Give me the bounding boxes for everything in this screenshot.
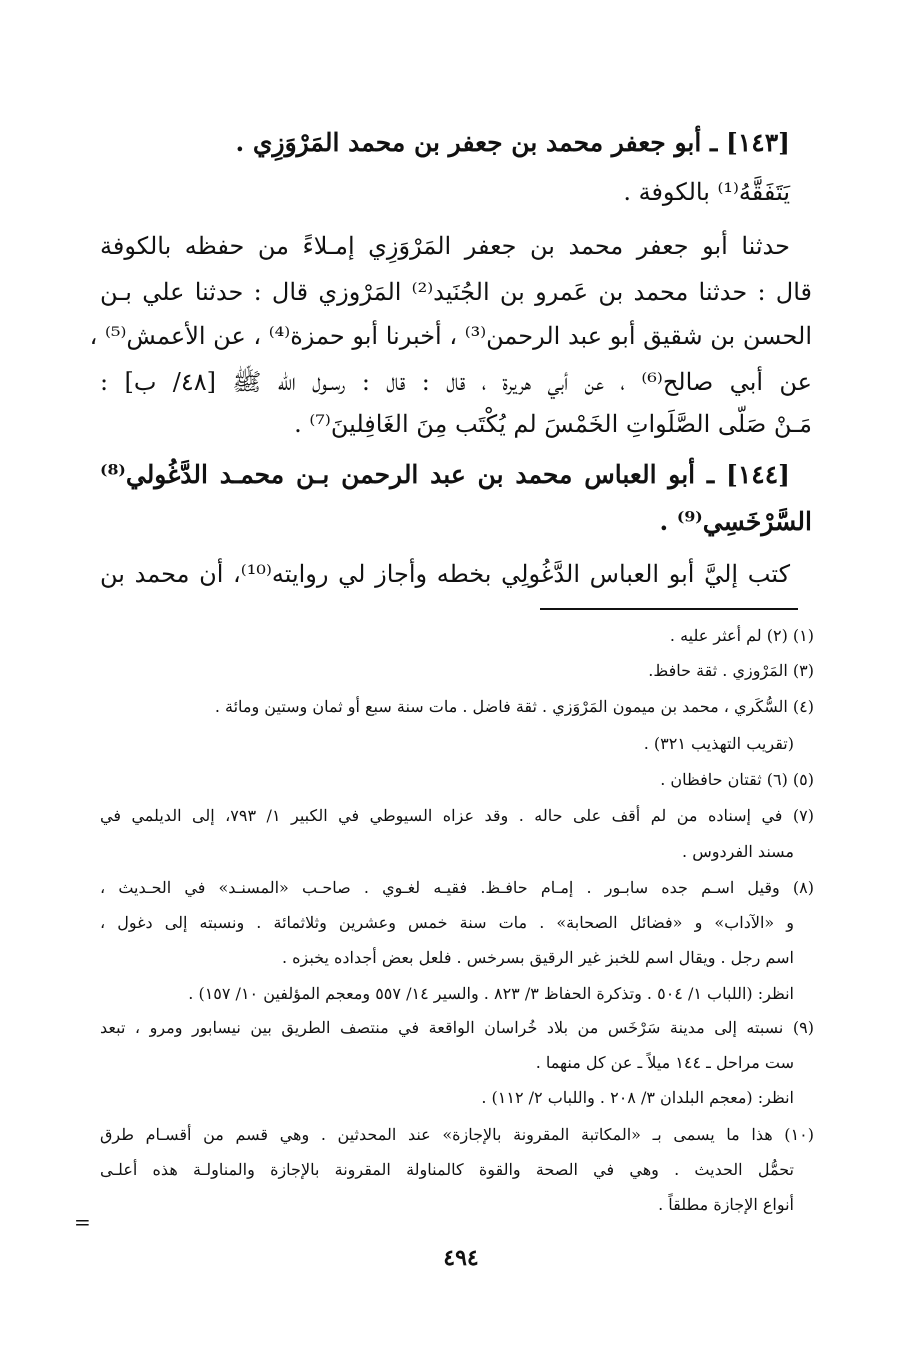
entry-143-text-line: الحسن بن شقيق أبو عبد الرحمن⁽³⁾ ، أخبرنا أبو حمزة⁽⁴⁾ ، عن الأعمش⁽⁵⁾ ،	[89, 322, 812, 350]
page-number: ٤٩٤	[443, 1245, 479, 1271]
footnote-line: أنواع الإجازة مطلقاً .	[658, 1195, 794, 1214]
footnote-line: (٣) المَرْوزي . ثقة حافظ.	[648, 661, 814, 680]
footnote-line: (٧) في إسناده من لم أقف على حاله . وقد عزاه السيوطي في الكبير ١/ ٧٩٣، إلى الديلمي في	[100, 806, 815, 825]
footnote-line: (٥) (٦) ثقتان حافظان .	[660, 770, 814, 789]
entry-143-subtitle: يَتَفَقَّهُ⁽¹⁾ بالكوفة .	[623, 178, 790, 206]
footnote-line: (٩) نسبته إلى مدينة سَرْخَس من بلاد خُراسان الواقعة في منتصف الطريق بين نيسابور ومرو ، تبعد	[100, 1018, 814, 1037]
margin-mark: =	[74, 1210, 91, 1234]
footnote-line: ست مراحل ـ ١٤٤ ميلاً ـ عن كل منهما .	[535, 1053, 794, 1072]
entry-144-text-line: كتب إليَّ أبو العباس الدَّغُولِي بخطه وأجاز لي روايته⁽¹⁰⁾، أن محمد بن	[100, 560, 790, 588]
footnote-line: (٨) وقيل اسـم جده سابـور . إمـام حافـظ. فقيـه لغـوي . صاحـب «المسنـد» في الحـديث ،	[100, 878, 814, 897]
footnote-line: اسم رجل . ويقال اسم للخبز غير الرقيق بسرخس . فلعل بعض أجداده يخبزه .	[281, 948, 794, 967]
entry-144-title-cont: السَّرْخَسِي⁽⁹⁾ .	[659, 507, 812, 536]
entry-143-text-line: قال : حدثنا محمد بن عَمرو بن الجُنَيد⁽²⁾ المَرْوزي قال : حدثنا علي بـن	[100, 278, 812, 306]
footnote-line: تحمُّل الحديث . وهي في الصحة والقوة كالمناولة المقرونة بالإجازة والمناولـة هذه أعلـى	[100, 1160, 794, 1179]
footnote-line: (٤) السُّكَري ، محمد بن ميمون المَرْوَزي . ثقة فاضل . مات سنة سبع أو ثمان وستين ومائة .	[214, 697, 814, 716]
entry-144-title: [١٤٤] ـ أبو العباس محمد بن عبد الرحمن بـن محمـد الدَّغُولي⁽⁸⁾	[100, 460, 790, 489]
entry-143-text-line: عن أبي صالح⁽⁶⁾ ، عن أبي هريرة ، قال : قال : رسـول الله ﷺ [٤٨/ ب] :	[100, 368, 813, 396]
footnote-line: و «الآداب» و «فضائل الصحابة» . مات سنة خمس وعشرين وثلاثمائة . ونسبته إلى دغول ،	[100, 913, 794, 932]
entry-143-title: [١٤٣] ـ أبو جعفر محمد بن جعفر بن محمد المَرْوَزِي .	[235, 128, 790, 157]
footnote-line: انظر: (معجم البلدان ٣/ ٢٠٨ . واللباب ٢/ ١١٢) .	[481, 1088, 794, 1107]
footnote-divider	[540, 608, 798, 610]
footnote-line: (١٠) هذا ما يسمى بـ «المكاتبة المقرونة بالإجازة» عند المحدثين . وهي قسم من أقسـام طرق	[100, 1125, 814, 1144]
footnote-line: (١) (٢) لم أعثر عليه .	[669, 626, 814, 645]
footnote-line: مسند الفردوس .	[682, 842, 794, 861]
footnote-line: (تقريب التهذيب ٣٢١) .	[643, 734, 794, 753]
entry-143-text-line: حدثنا أبو جعفر محمد بن جعفر المَرْوَزِي إمـلاءً من حفظه بالكوفة	[100, 232, 790, 260]
entry-143-text-line: مَـنْ صَلّى الصَّلَواتِ الخَمْسَ لم يُكْتَب مِنَ الغَافِلينَ⁽⁷⁾ .	[294, 410, 812, 438]
footnote-line: انظر: (اللباب ١/ ٥٠٤ . وتذكرة الحفاظ ٣/ ٨٢٣ . والسير ١٤/ ٥٥٧ ومعجم المؤلفين ١٠/ ١٥٧) .	[188, 984, 794, 1003]
